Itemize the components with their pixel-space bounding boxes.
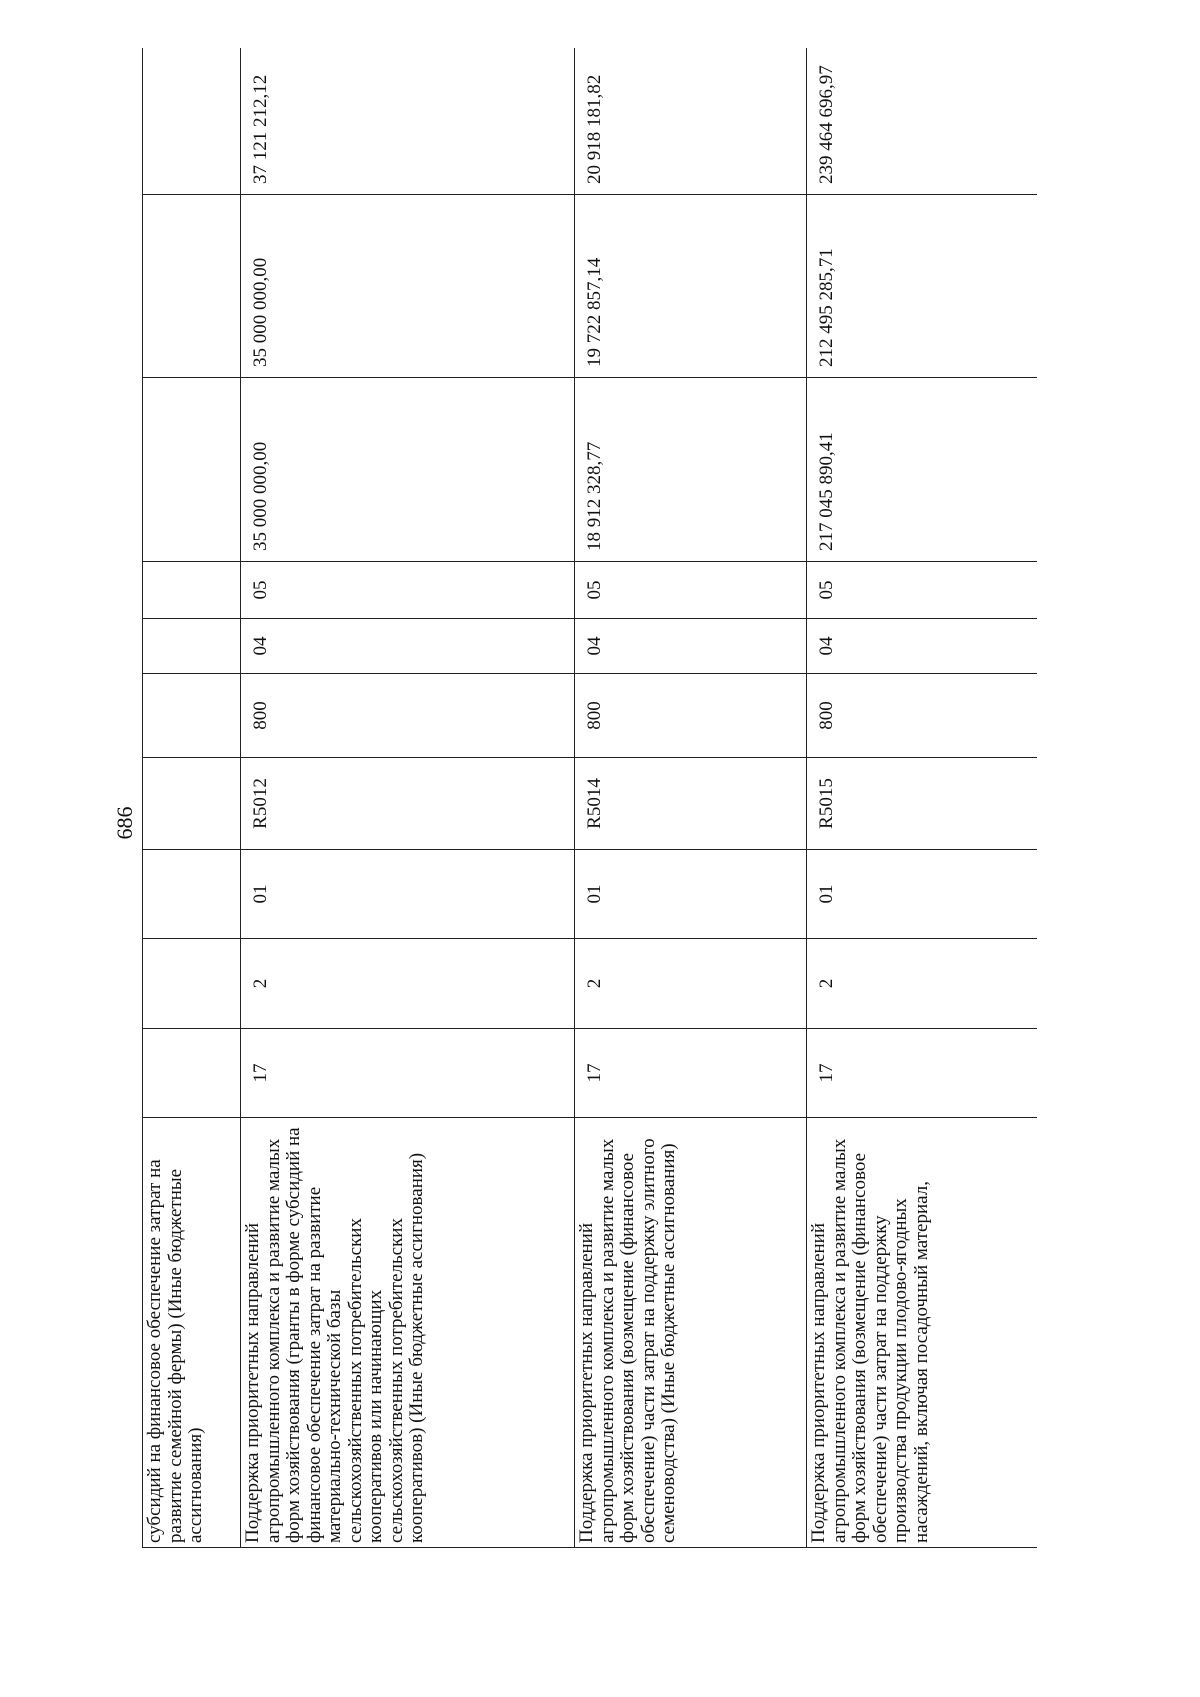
cell-code-7: 05 bbox=[241, 562, 575, 619]
page-number: 686 bbox=[112, 806, 137, 840]
cell-amount-3: 239 464 696,97 bbox=[807, 48, 1038, 195]
cell-code-1: 17 bbox=[241, 1029, 575, 1118]
cell-code-2: 2 bbox=[241, 939, 575, 1029]
cell-code-5: 800 bbox=[241, 674, 575, 758]
cell-code-2 bbox=[143, 939, 241, 1029]
cell-amount-3: 20 918 181,82 bbox=[575, 48, 807, 195]
cell-amount-2 bbox=[143, 195, 241, 378]
cell-code-6: 04 bbox=[807, 619, 1038, 674]
cell-code-6: 04 bbox=[241, 619, 575, 674]
budget-table-rotated bbox=[142, 48, 1037, 1548]
cell-code-2: 2 bbox=[807, 939, 1038, 1029]
cell-amount-2: 35 000 000,00 bbox=[241, 195, 575, 378]
cell-amount-2: 19 722 857,14 bbox=[575, 195, 807, 378]
cell-code-1: 17 bbox=[575, 1029, 807, 1118]
cell-code-6: 04 bbox=[575, 619, 807, 674]
cell-code-5: 800 bbox=[575, 674, 807, 758]
row-description: субсидий на финансовое обеспечение затрат на развитие семейной фермы) (Иные бюджетные ассигнования) bbox=[143, 1118, 241, 1548]
budget-table-container bbox=[142, 48, 1037, 1548]
cell-amount-1 bbox=[143, 378, 241, 562]
cell-code-7: 05 bbox=[575, 562, 807, 619]
cell-code-3: 01 bbox=[241, 850, 575, 939]
row-description: Поддержка приоритетных направлений агропромышленного комплекса и развитие малых форм хозяйствования (возмещение (финансовое обеспечение) части затрат на поддержку элитного семеноводства) (Иные бюджетные ассигнования) bbox=[575, 1118, 807, 1548]
cell-code-3: 01 bbox=[807, 850, 1038, 939]
cell-code-7 bbox=[143, 562, 241, 619]
table-row bbox=[241, 48, 575, 1548]
cell-code-4: R5012 bbox=[241, 758, 575, 850]
cell-amount-1: 217 045 890,41 bbox=[807, 378, 1038, 562]
table-row bbox=[143, 48, 241, 1548]
row-description: Поддержка приоритетных направлений агропромышленного комплекса и развитие малых форм хозяйствования (возмещение (финансовое обеспечение) части затрат на поддержку производства продукции плодово-ягодных насаждений, включая посадочный материал, bbox=[807, 1118, 1038, 1548]
cell-code-1 bbox=[143, 1029, 241, 1118]
table-row bbox=[807, 48, 1038, 1548]
budget-table bbox=[142, 48, 1037, 1548]
cell-code-4: R5014 bbox=[575, 758, 807, 850]
cell-code-5: 800 bbox=[807, 674, 1038, 758]
cell-code-1: 17 bbox=[807, 1029, 1038, 1118]
cell-amount-1: 35 000 000,00 bbox=[241, 378, 575, 562]
cell-code-7: 05 bbox=[807, 562, 1038, 619]
cell-code-4 bbox=[143, 758, 241, 850]
cell-code-3 bbox=[143, 850, 241, 939]
cell-amount-1: 18 912 328,77 bbox=[575, 378, 807, 562]
cell-amount-3 bbox=[143, 48, 241, 195]
row-description: Поддержка приоритетных направлений агропромышленного комплекса и развитие малых форм хозяйствования (гранты в форме субсидий на финансовое обеспечение затрат на развитие материально-технической базы сельскохозяйственных потребительских кооперативов или начинающих сельскохозяйственных потребительских кооперативов) (Иные бюджетные ассигнования) bbox=[241, 1118, 575, 1548]
cell-code-3: 01 bbox=[575, 850, 807, 939]
cell-code-6 bbox=[143, 619, 241, 674]
table-row bbox=[575, 48, 807, 1548]
cell-code-4: R5015 bbox=[807, 758, 1038, 850]
cell-amount-3: 37 121 212,12 bbox=[241, 48, 575, 195]
cell-amount-2: 212 495 285,71 bbox=[807, 195, 1038, 378]
cell-code-2: 2 bbox=[575, 939, 807, 1029]
cell-code-5 bbox=[143, 674, 241, 758]
